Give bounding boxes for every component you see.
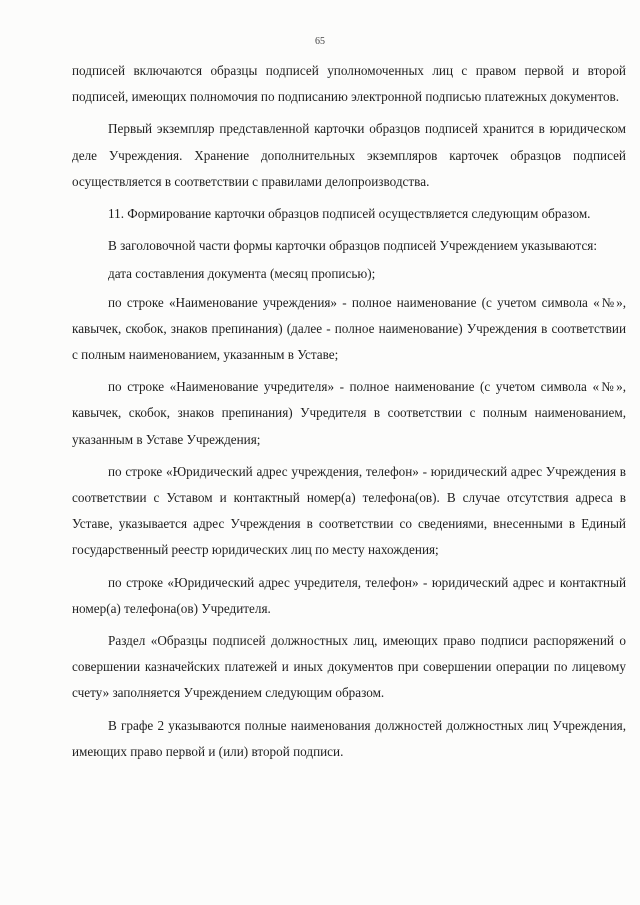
paragraph-document-date: дата составления документа (месяц прописью); bbox=[108, 266, 376, 282]
paragraph-card-storage: Первый экземпляр представленной карточки образцов подписей хранится в юридическом деле Учреждения. Хранение дополнительных экземпляров карточек образцов подписей осуществляется в соответствии с правилами делопроизводства. bbox=[72, 121, 626, 189]
paragraph-institution-address: по строке «Юридический адрес учреждения, телефон» - юридический адрес Учреждения в соответствии с Уставом и контактный номер(а) телефона(ов). В случае отсутствия адреса в Уставе, указывается адрес Учреждения в соответствии со сведениями, внесенными в Единый государственный реестр юридических лиц по месту нахождения; bbox=[72, 463, 626, 558]
paragraph-founder-name: по строке «Наименование учредителя» - полное наименование (с учетом символа «№», кавычек, скобок, знаков препинания) Учредителя в соответствии с полным наименованием, указанным в Уставе Учреждения; bbox=[72, 379, 626, 447]
paragraph-header-part: В заголовочной части формы карточки образцов подписей Учреждением указываются: bbox=[108, 238, 598, 254]
page-number: 65 bbox=[315, 36, 325, 47]
document-body bbox=[72, 58, 626, 771]
paragraph-column-2: В графе 2 указываются полные наименования должностей должностных лиц Учреждения, имеющих право первой и (или) второй подписи. bbox=[72, 717, 626, 759]
paragraph-signature-section: Раздел «Образцы подписей должностных лиц, имеющих право подписи распоряжений о совершении казначейских платежей и иных документов при совершении операции по лицевому счету» заполняется Учреждением следующим образом. bbox=[72, 633, 626, 701]
paragraph-founder-address: по строке «Юридический адрес учредителя, телефон» - юридический адрес и контактный номер(а) телефона(ов) Учредителя. bbox=[72, 574, 626, 616]
paragraph-institution-name: по строке «Наименование учреждения» - полное наименование (с учетом символа «№», кавычек, скобок, знаков препинания) (далее - полное наименование) Учреждения в соответствии с полным наименованием, указанным в Уставе; bbox=[72, 294, 626, 363]
paragraph-signature-samples: подписей включаются образцы подписей уполномоченных лиц с правом первой и второй подписей, имеющих полномочия по подписанию электронной подписью платежных документов. bbox=[72, 63, 626, 105]
paragraph-section-11: 11. Формирование карточки образцов подписей осуществляется следующим образом. bbox=[108, 206, 591, 222]
